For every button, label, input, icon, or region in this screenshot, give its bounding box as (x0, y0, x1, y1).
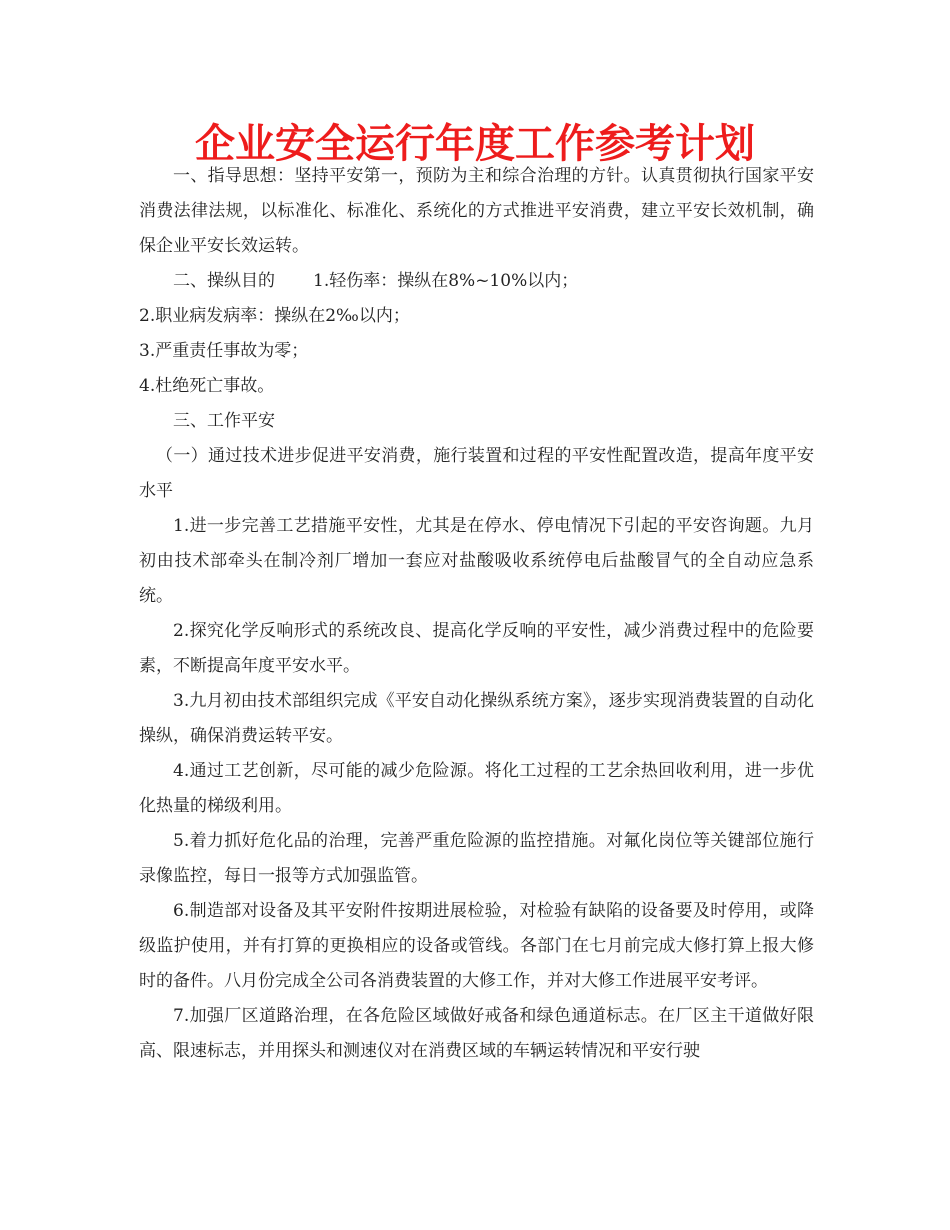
paragraph-6: 6.制造部对设备及其平安附件按期进展检验，对检验有缺陷的设备要及时停用，或降级监护使用，并有打算的更换相应的设备或管线。各部门在七月前完成大修打算上报大修时的备件。八月份完成全公司各消费装置的大修工作，并对大修工作进展平安考评。 (139, 901, 814, 991)
section-work-safety-heading: 三、工作平安 (173, 411, 275, 431)
control-goals-heading: 二、操纵目的 (173, 271, 275, 291)
goal-item-3: 3.严重责任事故为零； (139, 341, 309, 361)
section-control-goals (139, 264, 814, 299)
document-title: 企业安全运行年度工作参考计划 (195, 121, 755, 167)
paragraph-5: 5.着力抓好危化品的治理，完善严重危险源的监控措施。对氟化岗位等关键部位施行录像监控，每日一报等方式加强监管。 (139, 831, 814, 886)
paragraph-3: 3.九月初由技术部组织完成《平安自动化操纵系统方案》，逐步实现消费装置的自动化操纵，确保消费运转平安。 (139, 691, 814, 746)
paragraph-4: 4.通过工艺创新，尽可能的减少危险源。将化工过程的工艺余热回收利用，进一步优化热量的梯级利用。 (139, 761, 814, 816)
goal-item-2: 2.职业病发病率：操纵在2‰以内； (139, 306, 410, 326)
document-body (139, 159, 814, 1069)
goal-item-4: 4.杜绝死亡事故。 (139, 376, 275, 396)
subsection-1-heading: （一）通过技术进步促进平安消费，施行装置和过程的平安性配置改造，提高年度平安水平 (139, 446, 814, 501)
paragraph-1: 1.进一步完善工艺措施平安性，尤其是在停水、停电情况下引起的平安咨询题。九月初由技术部牵头在制冷剂厂增加一套应对盐酸吸收系统停电后盐酸冒气的全自动应急系统。 (139, 516, 814, 606)
goal-item-1: 1.轻伤率：操纵在8%~10%以内； (313, 271, 579, 291)
paragraph-7: 7.加强厂区道路治理，在各危险区域做好戒备和绿色通道标志。在厂区主干道做好限高、限速标志，并用探头和测速仪对在消费区域的车辆运转情况和平安行驶 (139, 1006, 814, 1061)
section-guiding-principle: 一、指导思想：坚持平安第一，预防为主和综合治理的方针。认真贯彻执行国家平安消费法律法规，以标准化、标准化、系统化的方式推进平安消费，建立平安长效机制，确保企业平安长效运转。 (139, 166, 814, 256)
paragraph-2: 2.探究化学反响形式的系统改良、提高化学反响的平安性，减少消费过程中的危险要素，不断提高年度平安水平。 (139, 621, 814, 676)
